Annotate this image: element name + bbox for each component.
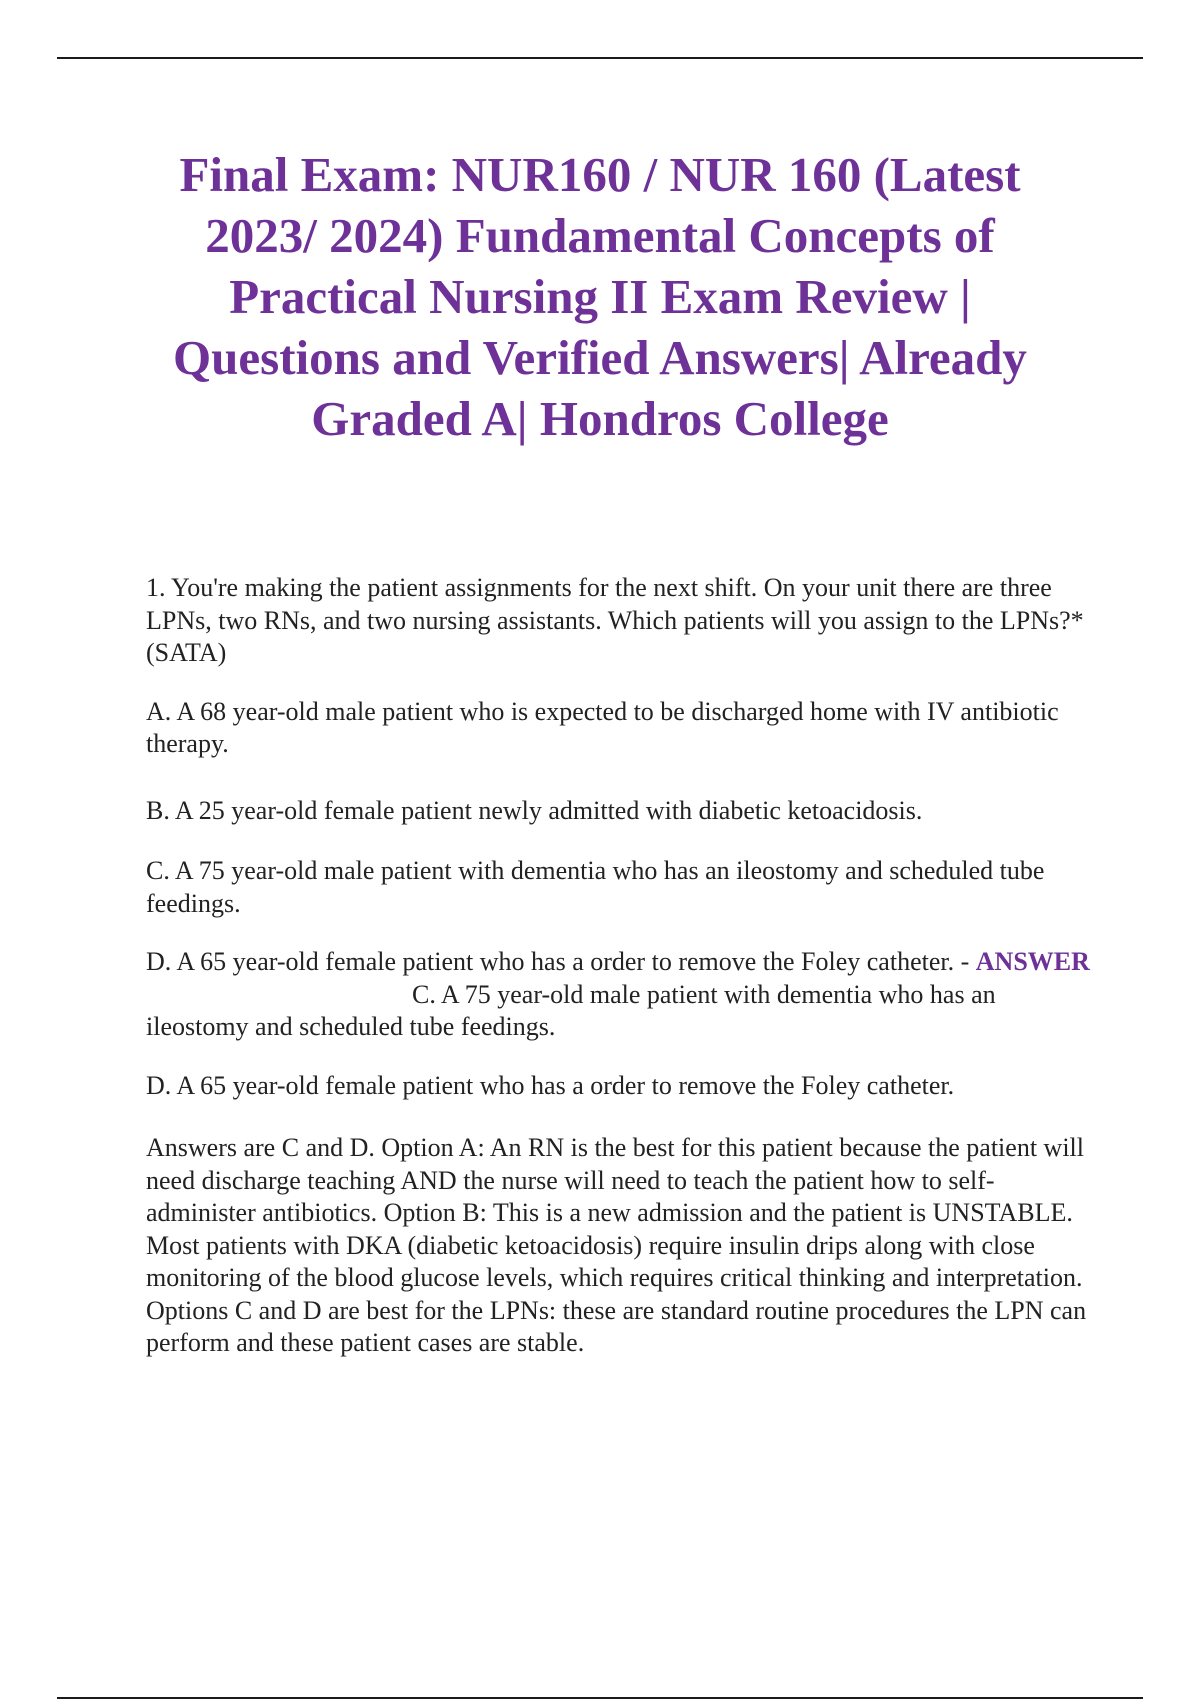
- answer-rationale: Answers are C and D. Option A: An RN is the best for this patient because the patient will need discharge teaching AND the nurse will need to teach the patient how to self-administer antibiotics. Option B: This is a new admission and the patient is UNSTABLE. Most patients with DKA (diabetic ketoacidosis) require insulin drips along with close monitoring of the blood glucose levels, which requires critical thinking and interpretation. Options C and D are best for the LPNs: these are standard routine procedures the LPN can perform and these patient cases are stable.: [146, 1133, 1087, 1357]
- bottom-rule: [57, 1697, 1143, 1699]
- top-rule: [57, 57, 1143, 59]
- document-body: [146, 572, 1096, 1360]
- document-title: Final Exam: NUR160 / NUR 160 (Latest 2023/ 2024) Fundamental Concepts of Practical Nursing II Exam Review | Questions and Verified Answers| Already Graded A| Hondros College: [173, 147, 1027, 446]
- question-stem: 1. You're making the patient assignments for the next shift. On your unit there are three LPNs, two RNs, and two nursing assistants. Which patients will you assign to the LPNs?* (SATA): [146, 573, 1084, 667]
- answer-label: ANSWER: [975, 947, 1090, 976]
- option-b: B. A 25 year-old female patient newly admitted with diabetic ketoacidosis.: [146, 795, 923, 825]
- option-c: C. A 75 year-old male patient with dementia who has an ileostomy and scheduled tube feedings.: [146, 856, 1045, 918]
- option-d: D. A 65 year-old female patient who has a order to remove the Foley catheter. -: [146, 947, 970, 976]
- answer-first: C. A 75 year-old male patient with dementia who has an ileostomy and scheduled tube feedings.: [146, 979, 996, 1041]
- option-d-with-answer: [146, 946, 1096, 1044]
- option-a: A. A 68 year-old male patient who is expected to be discharged home with IV antibiotic therapy.: [146, 696, 1059, 758]
- answer-second: D. A 65 year-old female patient who has a order to remove the Foley catheter.: [146, 1070, 955, 1100]
